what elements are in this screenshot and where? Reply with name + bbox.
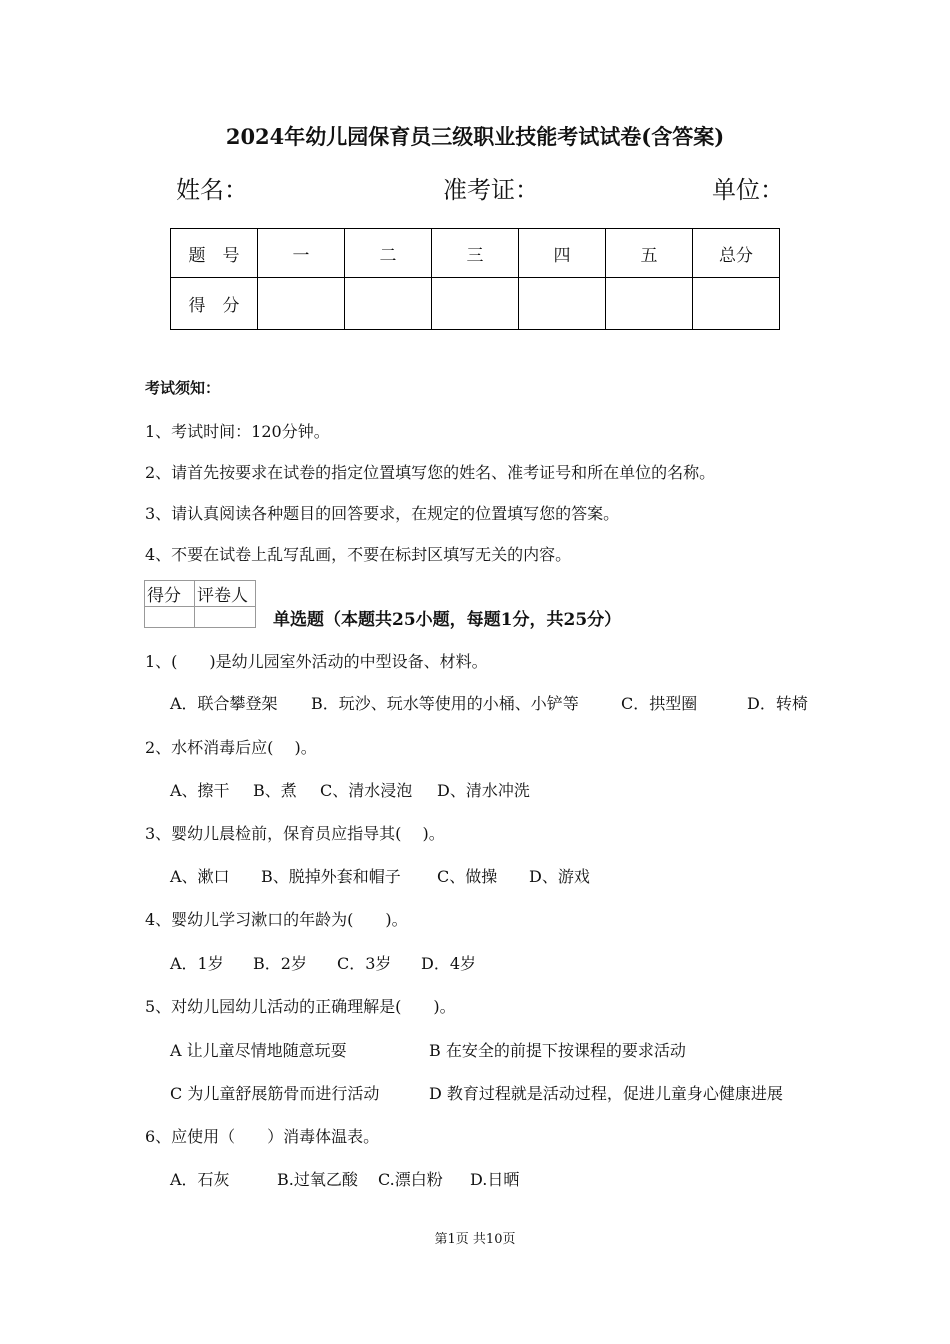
question-stem: 3、婴幼儿晨检前，保育员应指导其( )。 [145,824,445,843]
question-stem: 5、对幼儿园幼儿活动的正确理解是( )。 [145,997,456,1016]
grader-score-cell [145,607,195,628]
question-option: C、清水浸泡 [320,781,413,800]
grader-table [144,580,256,628]
grader-name-cell [195,607,256,628]
score-row-label: 得 分 [171,278,258,330]
score-header-cell: 一 [258,229,345,278]
score-cell [432,278,519,330]
score-cell [606,278,693,330]
question-option: B、煮 [253,781,297,800]
question-option: C.漂白粉 [378,1170,443,1189]
question-option: D．转椅 [747,694,808,713]
question-option: D、游戏 [529,867,590,886]
score-cell [519,278,606,330]
score-header-cell: 三 [432,229,519,278]
page-title: 2024年幼儿园保育员三级职业技能考试试卷(含答案) [225,124,725,149]
question-option: A．1岁 [170,954,224,973]
score-header-cell: 五 [606,229,693,278]
page-footer: 第1页 共10页 [434,1232,516,1247]
score-cell [693,278,780,330]
ticket-field-label: 准考证： [443,176,539,204]
notice-item: 2、请首先按要求在试卷的指定位置填写您的姓名、准考证号和所在单位的名称。 [145,463,716,482]
notice-item: 3、请认真阅读各种题目的回答要求，在规定的位置填写您的答案。 [145,504,620,523]
question-option: B 在安全的前提下按课程的要求活动 [429,1041,686,1060]
question-option: D 教育过程就是活动过程，促进儿童身心健康进展 [429,1084,783,1103]
question-option: A 让儿童尽情地随意玩耍 [170,1041,347,1060]
question-option: B.过氧乙酸 [277,1170,358,1189]
question-stem: 2、水杯消毒后应( )。 [145,738,317,757]
question-option: C、做操 [437,867,498,886]
unit-field-label: 单位： [712,176,784,204]
question-option: C．3岁 [337,954,392,973]
question-option: B．玩沙、玩水等使用的小桶、小铲等 [311,694,579,713]
score-table-score-row [171,278,780,330]
notice-heading: 考试须知： [145,379,221,397]
question-option: C．拱型圈 [621,694,698,713]
question-stem: 4、婴幼儿学习漱口的年龄为( )。 [145,910,408,929]
question-stem: 6、应使用（ ）消毒体温表。 [145,1127,380,1146]
section-title: 单选题（本题共25小题，每题1分，共25分） [273,610,622,630]
question-option: B．2岁 [253,954,307,973]
name-field-label: 姓名： [176,176,248,204]
score-header-cell: 总分 [693,229,780,278]
notice-item: 4、不要在试卷上乱写乱画，不要在标封区填写无关的内容。 [145,545,572,564]
grader-score-label: 得分 [145,581,195,607]
question-option: D．4岁 [421,954,477,973]
score-table-header-row [171,229,780,278]
score-header-cell: 题 号 [171,229,258,278]
score-cell [258,278,345,330]
question-option: D.日晒 [470,1170,520,1189]
score-header-cell: 二 [345,229,432,278]
question-option: A．石灰 [170,1170,230,1189]
question-option: A、漱口 [170,867,230,886]
question-option: B、脱掉外套和帽子 [261,867,401,886]
question-option: C 为儿童舒展筋骨而进行活动 [170,1084,380,1103]
question-option: D、清水冲洗 [437,781,530,800]
score-header-cell: 四 [519,229,606,278]
question-option: A．联合攀登架 [170,694,278,713]
question-stem: 1、( )是幼儿园室外活动的中型设备、材料。 [145,652,488,671]
grader-name-label: 评卷人 [195,581,256,607]
notice-item: 1、考试时间：120分钟。 [145,422,330,441]
score-cell [345,278,432,330]
question-option: A、擦干 [170,781,230,800]
score-table [170,228,780,330]
